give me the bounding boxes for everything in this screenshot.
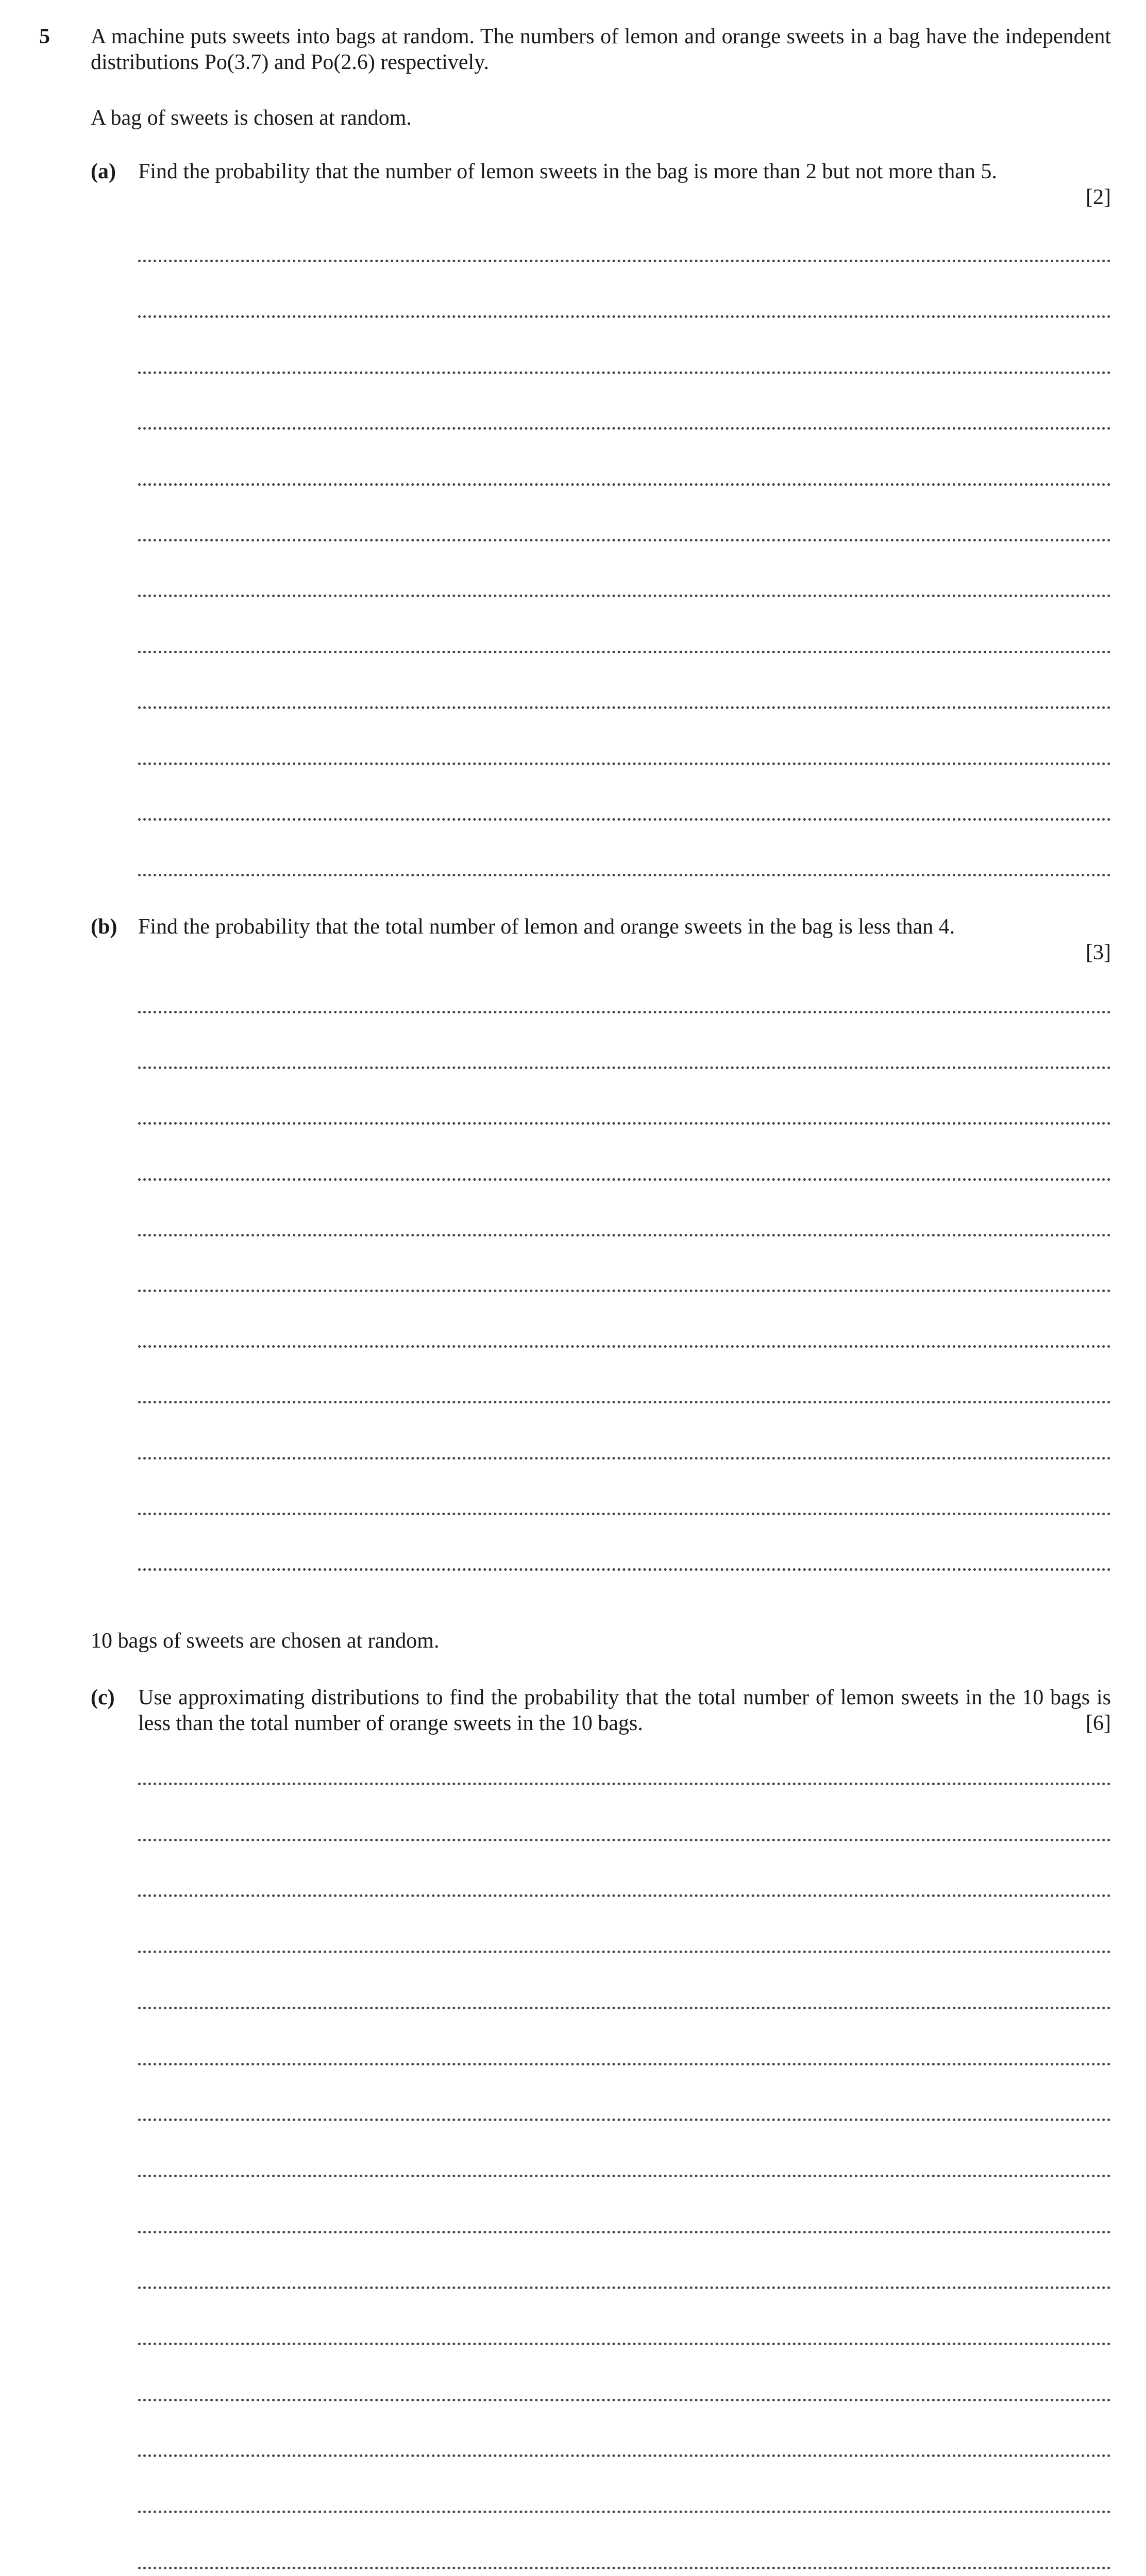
answer-line[interactable] (138, 260, 1111, 262)
part-b-text: Find the probability that the total number of lemon and orange sweets in the bag is less than 4. (138, 915, 955, 939)
answer-line[interactable] (138, 1894, 1111, 1897)
part-b-marks: [3] (1086, 941, 1111, 965)
part-c-label: (c) (91, 1686, 115, 1709)
answer-line[interactable] (138, 818, 1111, 821)
question-number: 5 (39, 25, 50, 48)
answer-line[interactable] (138, 1011, 1111, 1013)
answer-line[interactable] (138, 371, 1111, 374)
answer-line[interactable] (138, 1568, 1111, 1571)
answer-line[interactable] (138, 539, 1111, 541)
answer-line[interactable] (138, 2063, 1111, 2065)
answer-line[interactable] (138, 874, 1111, 876)
answer-line[interactable] (138, 2231, 1111, 2233)
answer-line[interactable] (138, 651, 1111, 653)
answer-line[interactable] (138, 1783, 1111, 1785)
answer-line[interactable] (138, 1178, 1111, 1181)
answer-line[interactable] (138, 1234, 1111, 1236)
answer-line[interactable] (138, 595, 1111, 597)
answer-line[interactable] (138, 2286, 1111, 2289)
answer-line[interactable] (138, 2399, 1111, 2401)
answer-line[interactable] (138, 483, 1111, 486)
part-b-label: (b) (91, 915, 117, 939)
answer-line[interactable] (138, 706, 1111, 709)
part-c-text: Use approximating distributions to find the probability that the total number of lemon sweets in the 10 bags is less than the total number of orange sweets in the 10 bags. (138, 1686, 1111, 1736)
answer-line[interactable] (138, 2567, 1111, 2569)
answer-line[interactable] (138, 2007, 1111, 2009)
answer-line[interactable] (138, 1839, 1111, 1841)
answer-line[interactable] (138, 1122, 1111, 1125)
part-a-text: Find the probability that the number of lemon sweets in the bag is more than 2 but not more than 5. (138, 160, 997, 183)
part-b-question (138, 914, 1111, 966)
answer-line[interactable] (138, 2175, 1111, 2177)
intermediate-statement: 10 bags of sweets are chosen at random. (91, 1629, 440, 1653)
answer-line[interactable] (138, 762, 1111, 765)
answer-line[interactable] (138, 1345, 1111, 1348)
part-c-question (138, 1685, 1111, 1737)
answer-line[interactable] (138, 2343, 1111, 2345)
answer-line[interactable] (138, 427, 1111, 430)
answer-line[interactable] (138, 315, 1111, 318)
answer-line[interactable] (138, 1951, 1111, 1953)
answer-line[interactable] (138, 2119, 1111, 2121)
answer-line[interactable] (138, 1290, 1111, 1292)
answer-line[interactable] (138, 1401, 1111, 1403)
answer-line[interactable] (138, 1457, 1111, 1460)
part-a-question (138, 159, 1111, 211)
question-stem: A machine puts sweets into bags at random. The numbers of lemon and orange sweets in a bag have the independent distributions Po(3.7) and Po(2.6) respectively. (91, 25, 1111, 75)
answer-line[interactable] (138, 2454, 1111, 2457)
question-stem-continuation: A bag of sweets is chosen at random. (91, 106, 412, 130)
part-c-marks: [6] (1086, 1711, 1111, 1735)
answer-line[interactable] (138, 1066, 1111, 1069)
part-a-marks: [2] (1086, 185, 1111, 210)
part-a-label: (a) (91, 160, 116, 183)
answer-line[interactable] (138, 1513, 1111, 1515)
answer-line[interactable] (138, 2511, 1111, 2513)
